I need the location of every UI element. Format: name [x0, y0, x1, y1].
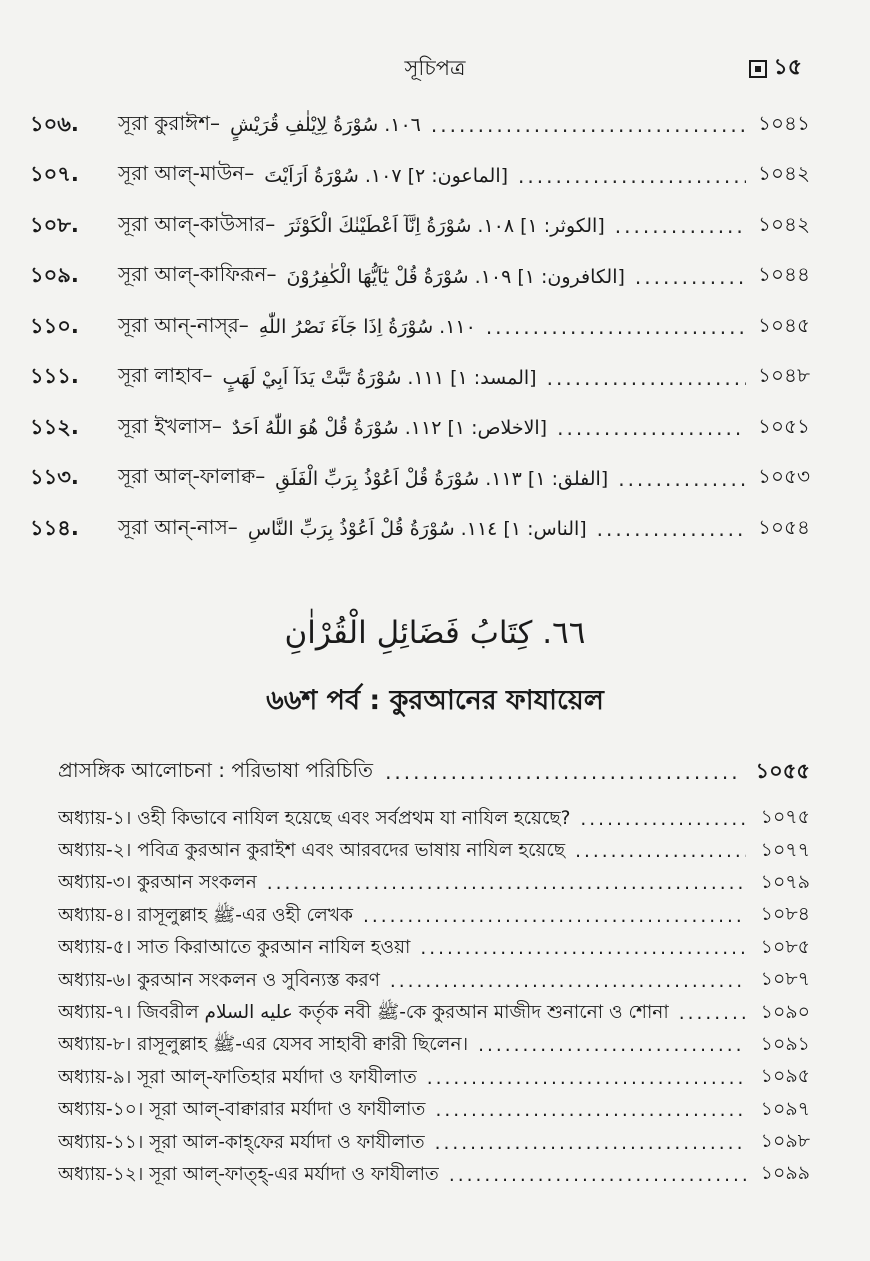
chapter-page: ১০৯৯: [760, 1162, 810, 1185]
surah-row[interactable]: [30, 504, 810, 555]
surah-arabic: ١١٠. سُوْرَةُ اِذَا جَآءَ نَصْرُ اللّٰهِ: [258, 316, 476, 339]
intro-row[interactable]: [58, 755, 810, 789]
chapter-page: ১০৯০: [760, 1000, 810, 1023]
surah-number: ১১০.: [30, 313, 79, 338]
surah-name: সূরা আল্-কাউসার–: [118, 211, 276, 236]
leader-dots: [580, 809, 746, 830]
leader-dots: [597, 517, 746, 541]
leader-dots: [618, 467, 746, 491]
leader-dots: [420, 938, 746, 959]
intro-page: ১০৫৫: [755, 758, 810, 783]
leader-dots: [635, 265, 746, 289]
surah-page: ১০৫৪: [758, 514, 810, 539]
surah-number: ১১৪.: [30, 515, 79, 540]
surah-name: সূরা কুরাঈশ–: [118, 110, 221, 135]
surah-name: সূরা আন্-নাস্‌র–: [118, 312, 249, 337]
chapter-row[interactable]: [58, 997, 810, 1029]
chapter-row[interactable]: [58, 933, 810, 965]
surah-page: ১০৪২: [758, 161, 810, 186]
surah-row[interactable]: [30, 201, 810, 252]
chapter-row[interactable]: [58, 868, 810, 900]
chapter-row[interactable]: [58, 803, 810, 835]
chapter-page: ১০৭৭: [760, 838, 810, 861]
surah-arabic: [الكوثر: ١] ١٠٨. سُوْرَةُ اِنَّآ اَعْطَيْنٰكَ الْكَوْثَرَ: [285, 215, 605, 238]
chapter-row[interactable]: [58, 1127, 810, 1159]
surah-number: ১০৮.: [30, 212, 79, 237]
chapter-title: অধ্যায়-৩। কুরআন সংকলন: [58, 872, 257, 894]
chapter-title: অধ্যায়-৪। রাসূলুল্লাহ ﷺ-এর ওহী লেখক: [58, 904, 353, 926]
parva-title: ৬৬শ পর্ব : কুরআনের ফাযায়েল: [266, 685, 604, 716]
chapter-row[interactable]: [58, 1030, 810, 1062]
surah-arabic: [الماعون: ٢] ١٠٧. سُوْرَةُ اَرَاَيْتَ: [264, 164, 509, 187]
leader-dots: [435, 1100, 746, 1121]
surah-arabic: [الكافرون: ١] ١٠٩. سُوْرَةُ قُلْ يٰٓاَيُّهَا الْكٰفِرُوْنَ: [286, 265, 625, 288]
chapter-title: অধ্যায়-৫। সাত কিরাআতে কুরআন নাযিল হওয়া: [58, 937, 411, 959]
chapter-row[interactable]: [58, 1095, 810, 1127]
chapter-title: অধ্যায়-১১। সূরা আল-কাহ্‌ফের মর্যাদা ও ফাযীলাত: [58, 1131, 425, 1153]
surah-list: [30, 100, 810, 555]
chapter-row[interactable]: [58, 835, 810, 867]
chapter-row[interactable]: [58, 1062, 810, 1094]
leader-dots: [575, 841, 746, 862]
chapter-title: অধ্যায়-১০। সূরা আল্-বাক্বারার মর্যাদা ও ফাযীলাত: [58, 1099, 426, 1121]
page-header: [0, 50, 870, 80]
chapter-page: ১০৯৫: [760, 1065, 810, 1088]
surah-name: সূরা লাহাব–: [118, 363, 213, 388]
surah-arabic: [الفلق: ١] ١١٣. سُوْرَةُ قُلْ اَعُوْذُ بِرَبِّ الْفَلَقِ: [275, 467, 609, 490]
leader-dots: [385, 760, 740, 784]
leader-dots: [267, 873, 746, 894]
surah-page: ১০৫৩: [758, 464, 810, 489]
chapter-row[interactable]: [58, 965, 810, 997]
chapter-title: অধ্যায়-৮। রাসূলুল্লাহ ﷺ-এর যেসব সাহাবী ক্বারী ছিলেন।: [58, 1034, 469, 1056]
surah-page: ১০৪৫: [758, 312, 810, 337]
chapter-title: অধ্যায়-১। ওহী কিভাবে নাযিল হয়েছে এবং সর্বপ্রথম যা নাযিল হয়েছে?: [58, 807, 571, 829]
leader-dots: [449, 1165, 746, 1186]
surah-page: ১০৪৪: [758, 262, 810, 287]
surah-row[interactable]: [30, 252, 810, 303]
leader-dots: [615, 214, 746, 238]
leader-dots: [431, 113, 746, 137]
surah-arabic: ١٠٦. سُوْرَةُ لِاِيْلٰفِ قُرَيْشٍ: [230, 114, 421, 137]
surah-name: সূরা ইখলাস–: [118, 413, 222, 438]
page-title: সূচিপত্র: [404, 56, 466, 80]
intro-label: প্রাসঙ্গিক আলোচনা : পরিভাষা পরিচিতি: [58, 757, 374, 782]
surah-name: সূরা আন্-নাস–: [118, 514, 238, 539]
surah-row[interactable]: [30, 302, 810, 353]
leader-dots: [486, 315, 746, 339]
surah-number: ১০৬.: [30, 111, 79, 136]
chapter-page: ১০৮৫: [760, 935, 810, 958]
surah-number: ১০৭.: [30, 162, 79, 187]
surah-row[interactable]: [30, 151, 810, 202]
chapter-row[interactable]: [58, 1159, 810, 1191]
chapter-page: ১০৭৫: [760, 806, 810, 829]
surah-name: সূরা আল্-কাফিরূন–: [118, 262, 277, 287]
surah-row[interactable]: [30, 454, 810, 505]
leader-dots: [679, 1003, 746, 1024]
chapter-page: ১০৮৭: [760, 968, 810, 991]
surah-page: ১০৫১: [758, 413, 810, 438]
surah-number: ১১১.: [30, 364, 79, 389]
leader-dots: [363, 906, 746, 927]
leader-dots: [427, 1068, 746, 1089]
surah-arabic: [الناس: ١] ١١٤. سُوْرَةُ قُلْ اَعُوْذُ بِرَبِّ النَّاسِ: [247, 518, 587, 541]
surah-page: ১০৪২: [758, 211, 810, 236]
chapter-page: ১০৯৭: [760, 1097, 810, 1120]
leader-dots: [390, 971, 746, 992]
chapter-title: অধ্যায়-৭। জিবরীল عليه السلام কর্তৃক নবী ﷺ-কে কুরআন মাজীদ শুনানো ও শোনা: [58, 1002, 669, 1024]
surah-name: সূরা আল্-মাউন–: [118, 161, 255, 186]
chapter-page: ১০৮৪: [760, 903, 810, 926]
chapter-title: অধ্যায়-৬। কুরআন সংকলন ও সুবিন্যস্ত করণ: [58, 969, 380, 991]
surah-arabic: [الاخلاص: ١] ١١٢. سُوْرَةُ قُلْ هُوَ اللّٰهُ اَحَدٌ: [231, 417, 548, 440]
chapter-page: ১০৯৮: [760, 1130, 810, 1153]
surah-name: সূরা আল্-ফালাক্ব–: [118, 464, 266, 489]
leader-dots: [557, 416, 746, 440]
square-bullet-icon: [749, 60, 767, 78]
surah-number: ১১৩.: [30, 465, 79, 490]
chapter-title: অধ্যায়-২। পবিত্র কুরআন কুরাইশ এবং আরবদের ভাষায় নাযিল হয়েছে: [58, 840, 566, 862]
leader-dots: [518, 164, 746, 188]
leader-dots: [478, 1035, 746, 1056]
surah-page: ১০৪১: [758, 110, 810, 135]
surah-number: ১১২.: [30, 414, 79, 439]
chapter-row[interactable]: [58, 900, 810, 932]
surah-row[interactable]: [30, 403, 810, 454]
surah-page: ১০৪৮: [758, 363, 810, 388]
chapter-page: ১০৭৯: [760, 870, 810, 893]
kitab-title: ٦٦. كِتَابُ فَضَائِلِ الْقُرْاٰنِ: [284, 615, 586, 651]
page-number: ১৫: [773, 55, 802, 80]
leader-dots: [435, 1133, 746, 1154]
surah-row[interactable]: [30, 353, 810, 404]
chapter-title: অধ্যায়-১২। সূরা আল্-ফাত্‌হ্‌-এর মর্যাদা ও ফাযীলাত: [58, 1163, 439, 1185]
leader-dots: [547, 366, 746, 390]
surah-arabic: [المسد: ١] ١١١. سُوْرَةُ تَبَّتْ يَدَآ اَبِيْ لَهَبٍ: [222, 366, 537, 389]
surah-number: ১০৯.: [30, 263, 79, 288]
chapter-page: ১০৯১: [760, 1032, 810, 1055]
surah-row[interactable]: [30, 100, 810, 151]
chapter-list: [58, 803, 810, 1192]
page-number-block: [749, 50, 802, 87]
chapter-title: অধ্যায়-৯। সূরা আল্-ফাতিহার মর্যাদা ও ফাযীলাত: [58, 1066, 417, 1088]
